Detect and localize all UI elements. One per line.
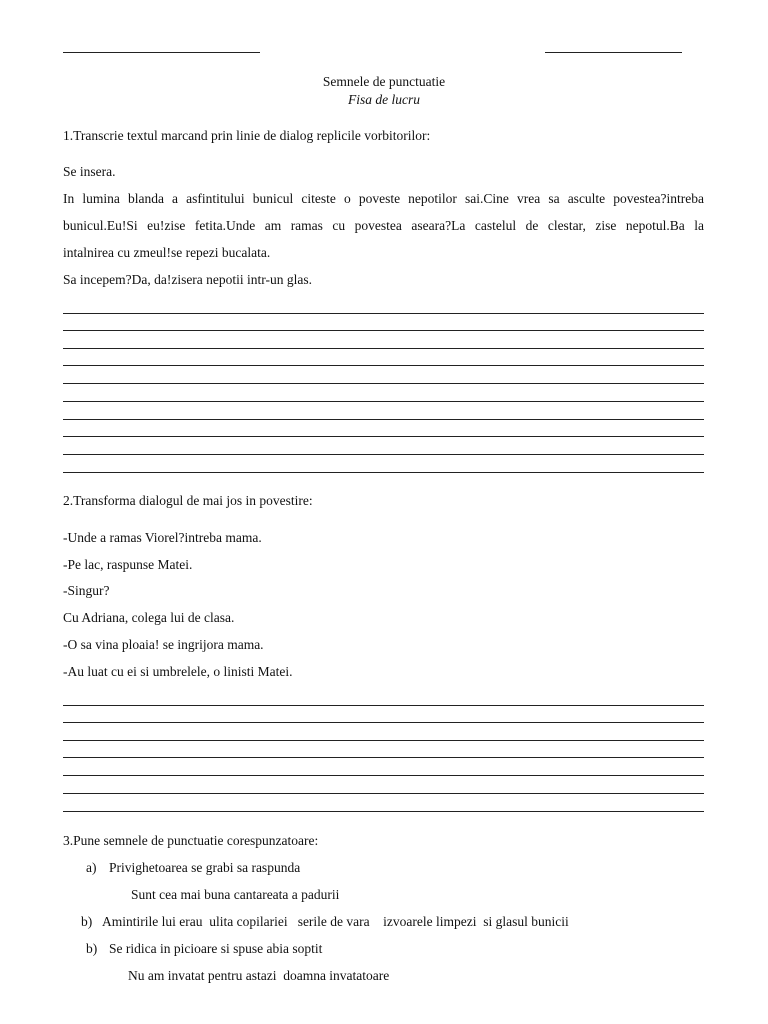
exercise-1-prompt: 1.Transcrie textul marcand prin linie de dialog replicile vorbitorilor: [63,128,431,143]
ex3-item-marker: a) [86,860,97,875]
writing-line[interactable] [63,793,704,794]
ex3-item-text: Amintirile lui erau ulita copilariei serile de vara izvoarele limpezi si glasul bunicii [102,914,569,929]
worksheet-title: Semnele de punctuatie [322,74,446,89]
exercise-2-prompt: 2.Transforma dialogul de mai jos in povestire: [63,493,313,508]
writing-line[interactable] [63,313,704,314]
ex2-line-5: -O sa vina ploaia! se ingrijora mama. [63,637,264,652]
ex2-line-3: -Singur? [63,583,110,598]
ex3-item-marker: b) [86,941,98,956]
worksheet-subtitle: Fisa de lucru [348,92,420,107]
ex1-line-2: In lumina blanda a asfintitului bunicul citeste o poveste nepotilor sai.Cine vrea sa asculte povestea?intreba [63,191,704,206]
writing-line[interactable] [63,401,704,402]
ex3-item-marker: b) [81,914,93,929]
ex1-line-1: Se insera. [63,164,116,179]
writing-line[interactable] [63,383,704,384]
ex3-item-text: Privighetoarea se grabi sa raspunda [109,860,301,875]
writing-line[interactable] [63,757,704,758]
writing-line[interactable] [63,454,704,455]
writing-line[interactable] [63,722,704,723]
writing-line[interactable] [63,705,704,706]
writing-line[interactable] [63,740,704,741]
writing-line[interactable] [63,365,704,366]
ex1-line-4: intalnirea cu zmeul!se repezi bucalata. [63,245,271,260]
writing-line[interactable] [63,436,704,437]
ex2-line-6: -Au luat cu ei si umbrelele, o linisti Matei. [63,664,293,679]
writing-line[interactable] [63,330,704,331]
ex3-item-text: Se ridica in picioare si spuse abia soptit [109,941,323,956]
ex2-line-1: -Unde a ramas Viorel?intreba mama. [63,530,262,545]
ex2-line-2: -Pe lac, raspunse Matei. [63,557,193,572]
ex1-line-5: Sa incepem?Da, da!zisera nepotii intr-un glas. [63,272,313,287]
ex1-line-3: bunicul.Eu!Si eu!zise fetita.Unde am ramas cu povestea aseara?La castelul de clestar, zise nepotul.Ba la [63,218,704,233]
ex3-item-continuation: Nu am invatat pentru astazi doamna invatatoare [128,968,390,983]
writing-line[interactable] [63,811,704,812]
writing-line[interactable] [63,348,704,349]
writing-line[interactable] [63,419,704,420]
ex2-line-4: Cu Adriana, colega lui de clasa. [63,610,235,625]
name-blank-line [63,52,260,53]
date-blank-line [545,52,682,53]
ex3-item-continuation: Sunt cea mai buna cantareata a padurii [131,887,340,902]
writing-line[interactable] [63,472,704,473]
exercise-3-prompt: 3.Pune semnele de punctuatie corespunzatoare: [63,833,319,848]
writing-line[interactable] [63,775,704,776]
